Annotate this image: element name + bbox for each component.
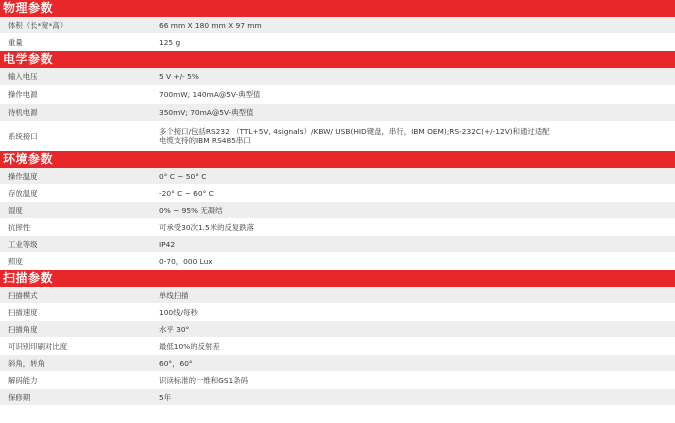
spec-value: 识读标准的一维和GS1条码	[159, 375, 249, 385]
spec-value: 125 g	[159, 37, 181, 47]
spec-value: 66 mm X 180 mm X 97 mm	[159, 20, 262, 30]
spec-row	[0, 86, 675, 104]
spec-row	[0, 321, 675, 338]
spec-value: 60°，60°	[159, 358, 193, 368]
spec-row	[0, 202, 675, 219]
spec-label: 抗摔性	[8, 222, 31, 232]
spec-label: 照度	[8, 256, 23, 266]
spec-row	[0, 168, 675, 185]
spec-value: 最低10%的反射差	[159, 341, 220, 351]
spec-label: 输入电压	[8, 72, 38, 81]
spec-label: 湿度	[8, 205, 23, 215]
spec-label: 操作温度	[8, 171, 38, 181]
spec-row	[0, 185, 675, 202]
spec-value: 100线/每秒	[159, 307, 198, 317]
section-header-electrical: 电学参数	[0, 51, 675, 68]
spec-value: 水平 30°	[159, 324, 190, 334]
spec-row	[0, 104, 675, 122]
spec-label: 存放温度	[8, 188, 38, 198]
spec-label: 解码能力	[8, 375, 38, 385]
spec-value: IP42	[159, 239, 176, 249]
spec-label: 可识别印刷对比度	[8, 341, 68, 351]
spec-row	[0, 17, 675, 34]
section-header-environment: 环境参数	[0, 151, 675, 168]
spec-row	[0, 355, 675, 372]
spec-label: 扫描模式	[8, 290, 38, 300]
spec-label: 斜角，转角	[8, 358, 45, 368]
spec-label: 扫描速度	[8, 307, 38, 317]
spec-value: 5 V +/- 5%	[159, 72, 199, 81]
spec-row	[0, 389, 675, 406]
spec-value: -20° C ~ 60° C	[159, 188, 214, 198]
spec-label: 体积（长*宽*高）	[8, 20, 68, 30]
spec-row	[0, 122, 675, 151]
spec-value: 0% ~ 95% 无凝结	[159, 205, 223, 215]
spec-value: 0° C ~ 50° C	[159, 171, 207, 181]
section-header-physical: 物理参数	[0, 0, 675, 17]
spec-label: 待机电源	[8, 108, 38, 117]
spec-value: 700mW; 140mA@5V-典型值	[159, 90, 261, 99]
spec-row	[0, 253, 675, 270]
spec-label: 系统接口	[8, 131, 38, 141]
spec-row	[0, 338, 675, 355]
spec-value: 0-70，000 Lux	[159, 256, 213, 266]
spec-value: 5年	[159, 392, 172, 402]
spec-value: 350mV; 70mA@5V-典型值	[159, 108, 254, 117]
spec-label: 工业等级	[8, 239, 38, 249]
spec-label: 重量	[8, 37, 23, 47]
spec-row	[0, 372, 675, 389]
spec-row	[0, 219, 675, 236]
spec-label: 保修期	[8, 392, 31, 402]
spec-row	[0, 34, 675, 51]
spec-value: 单线扫描	[159, 290, 189, 300]
spec-row	[0, 287, 675, 304]
spec-row	[0, 68, 675, 86]
spec-row	[0, 304, 675, 321]
spec-label: 操作电源	[8, 90, 38, 99]
section-header-scanning: 扫描参数	[0, 270, 675, 287]
spec-label: 扫描角度	[8, 324, 38, 334]
spec-value: 多个接口/包括RS232 （TTL+5V, 4signals）/KBW/ USB(HID键盘，串行，IBM OEM);RS-232C(+/-12V)和通过适配 电缆支持的IBM RS485串口	[159, 127, 550, 145]
spec-value: 可承受30次1.5米的反复跌落	[159, 222, 255, 232]
spec-row	[0, 236, 675, 253]
